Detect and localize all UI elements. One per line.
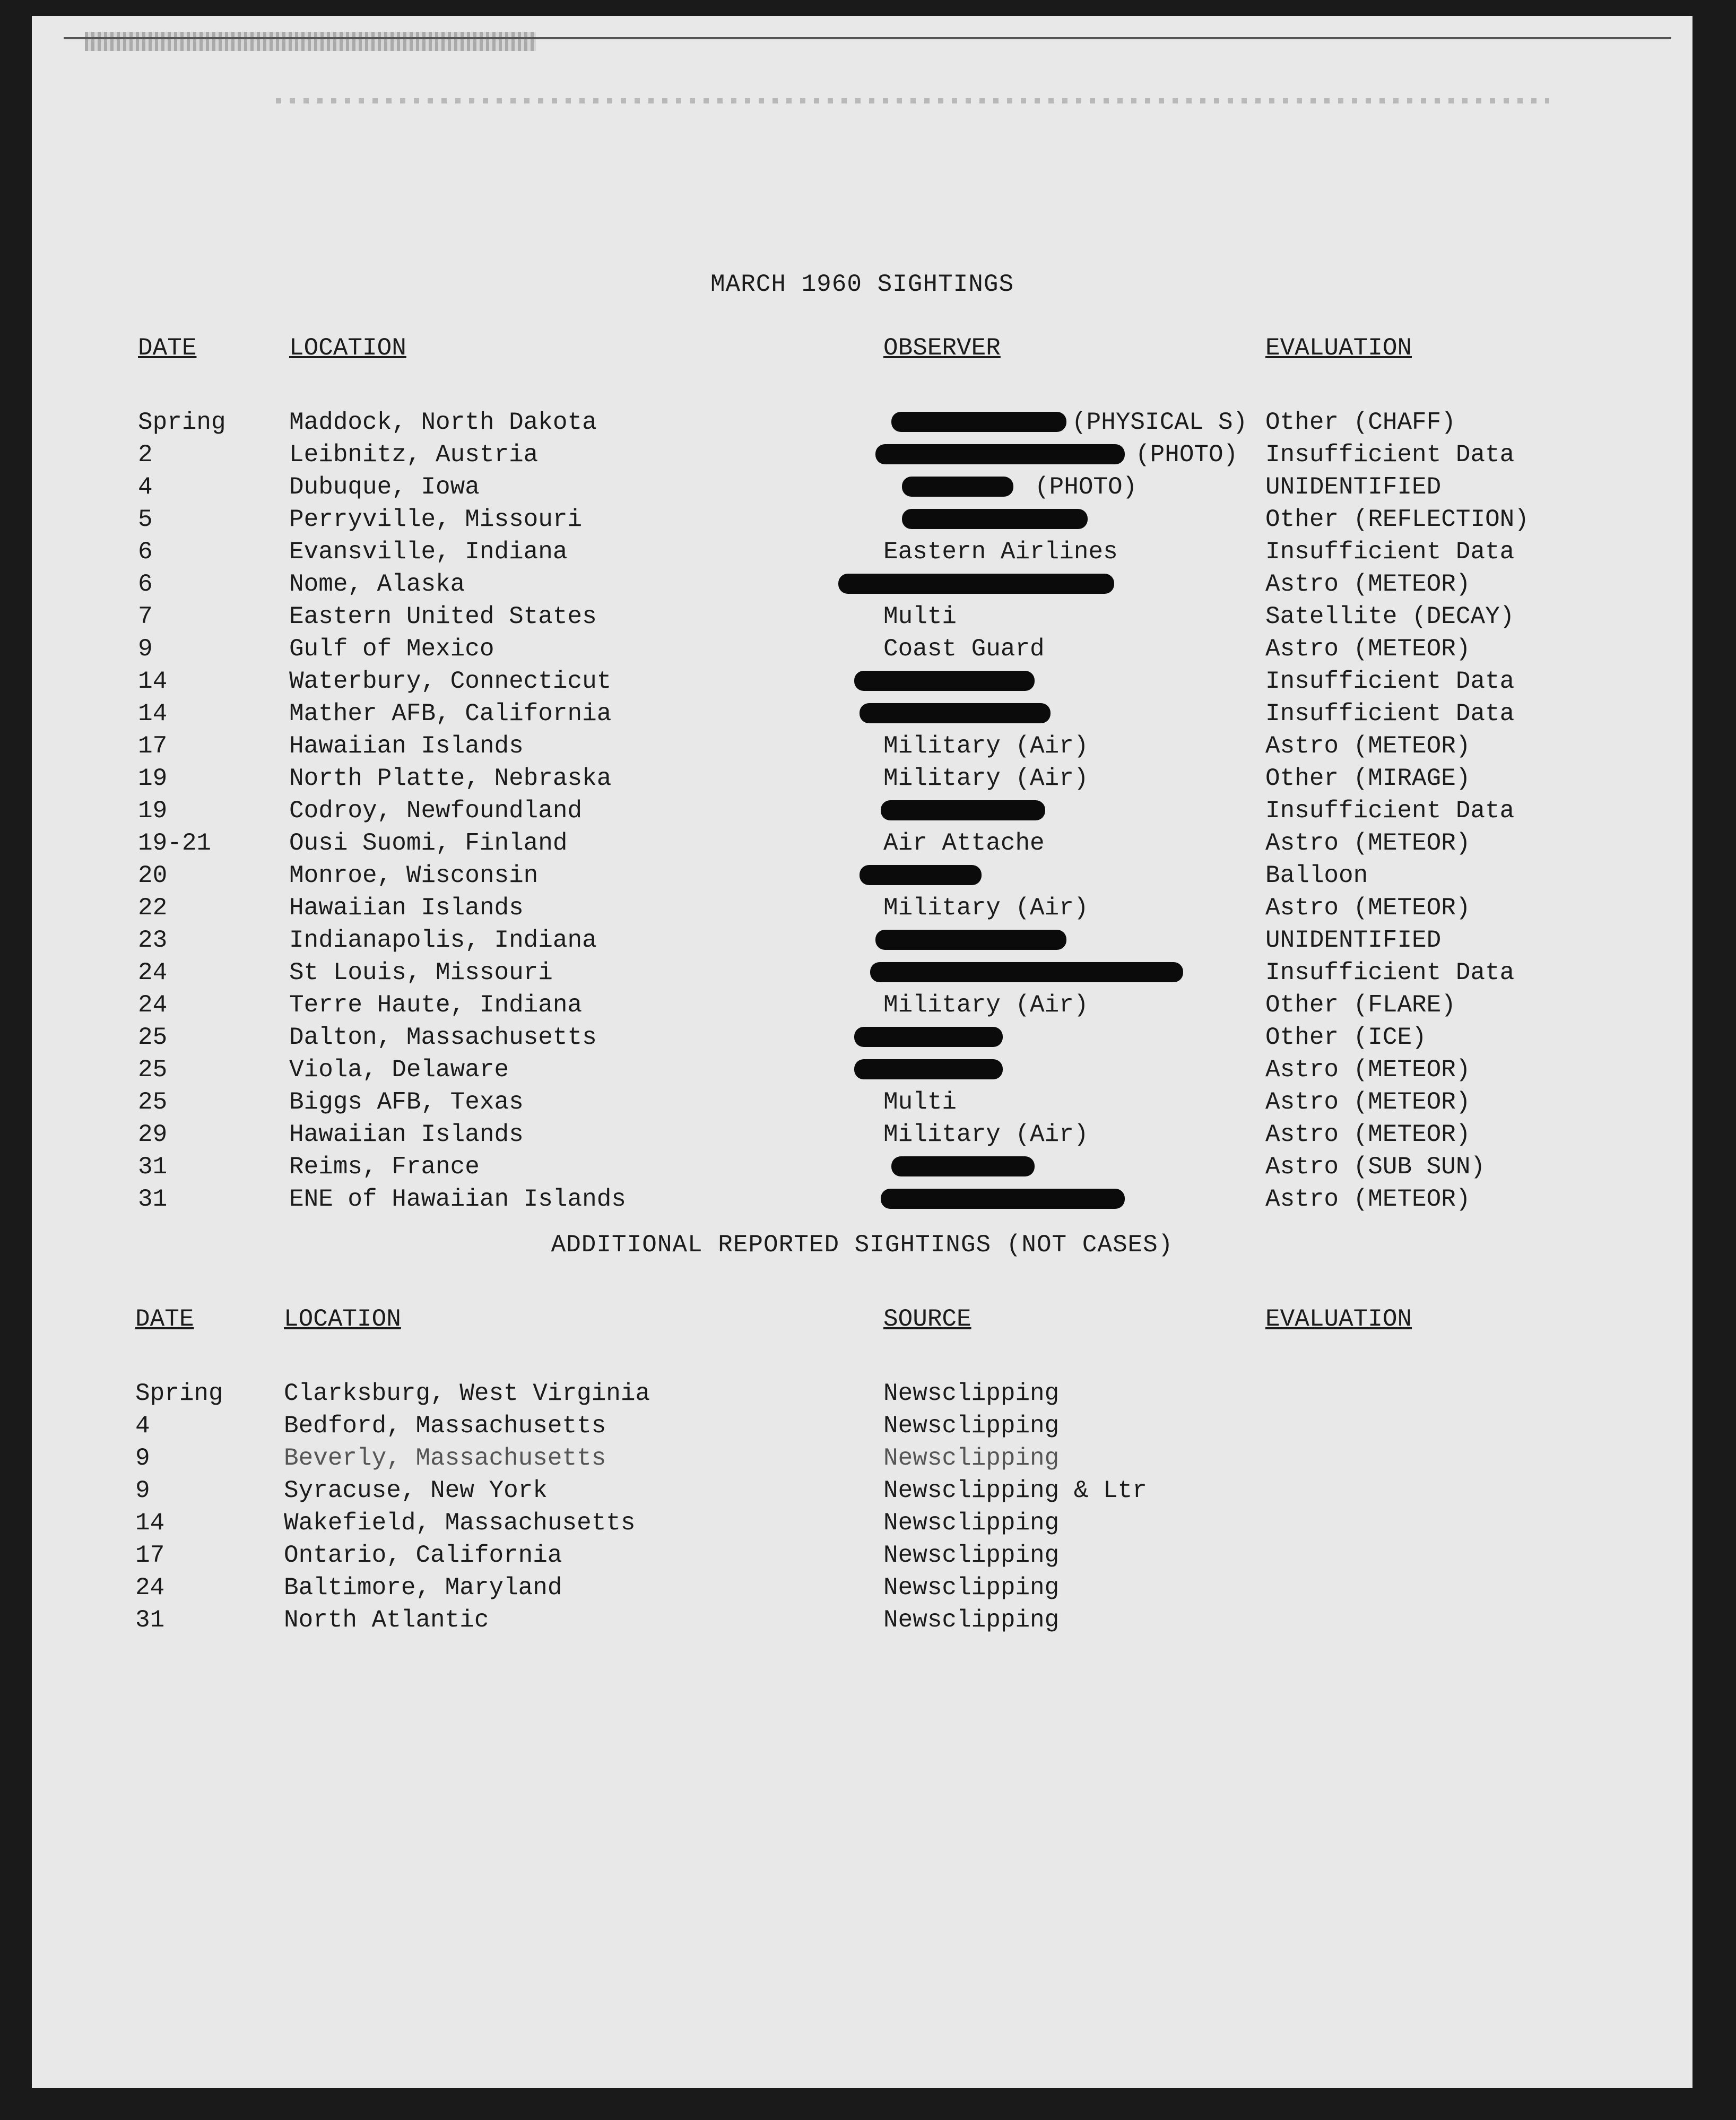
row-date: 9 — [135, 1444, 150, 1472]
header2-date: DATE — [135, 1305, 194, 1333]
page-top-edge — [64, 37, 1671, 47]
row-location: North Platte, Nebraska — [289, 765, 612, 792]
row-evaluation: Other (MIRAGE) — [1265, 765, 1471, 792]
row-observer: Air Attache — [883, 829, 1045, 857]
row-evaluation: Balloon — [1265, 862, 1368, 889]
row-location: North Atlantic — [284, 1606, 489, 1634]
row-source: Newsclipping & Ltr — [883, 1477, 1147, 1504]
row-location: Baltimore, Maryland — [284, 1574, 562, 1602]
redaction-mark — [854, 1027, 1003, 1047]
table-row — [32, 862, 1692, 894]
row-observer: Multi — [883, 1088, 957, 1116]
row-location: Viola, Delaware — [289, 1056, 509, 1084]
row-evaluation: Astro (SUB SUN) — [1265, 1153, 1486, 1181]
row-evaluation: Astro (METEOR) — [1265, 1121, 1471, 1148]
table-row — [32, 1380, 1692, 1412]
redaction-mark — [891, 1156, 1035, 1176]
row-location: Dalton, Massachusetts — [289, 1024, 597, 1051]
row-date: Spring — [135, 1380, 223, 1407]
row-date: 22 — [138, 894, 168, 922]
row-evaluation: Astro (METEOR) — [1265, 1186, 1471, 1213]
row-location: Gulf of Mexico — [289, 635, 494, 663]
row-location: Bedford, Massachusetts — [284, 1412, 606, 1440]
row-location: Maddock, North Dakota — [289, 409, 597, 436]
redaction-mark — [875, 930, 1066, 950]
row-observer: Military (Air) — [883, 765, 1089, 792]
table-row — [32, 927, 1692, 958]
row-observer: Multi — [883, 603, 957, 630]
table-row — [32, 1186, 1692, 1217]
table-row — [32, 894, 1692, 926]
row-location: Ontario, California — [284, 1542, 562, 1569]
row-date: 25 — [138, 1056, 168, 1084]
table-row — [32, 668, 1692, 699]
row-location: ENE of Hawaiian Islands — [289, 1186, 626, 1213]
table-row — [32, 1574, 1692, 1606]
table-row — [32, 991, 1692, 1023]
row-location: Evansville, Indiana — [289, 538, 568, 566]
row-evaluation: Satellite (DECAY) — [1265, 603, 1515, 630]
row-evaluation: Astro (METEOR) — [1265, 1056, 1471, 1084]
row-evaluation: Other (REFLECTION) — [1265, 506, 1529, 533]
row-evaluation: Insufficient Data — [1265, 797, 1515, 825]
row-location: St Louis, Missouri — [289, 959, 553, 987]
row-date: 24 — [138, 991, 168, 1019]
row-evaluation: Other (CHAFF) — [1265, 409, 1456, 436]
table-row — [32, 1477, 1692, 1509]
row-location: Codroy, Newfoundland — [289, 797, 583, 825]
row-date: 14 — [138, 700, 168, 728]
row-date: 4 — [138, 473, 153, 501]
table-row — [32, 1412, 1692, 1444]
row-date: 31 — [138, 1153, 168, 1181]
row-evaluation: Astro (METEOR) — [1265, 1088, 1471, 1116]
row-source: Newsclipping — [883, 1509, 1060, 1537]
row-observer: Eastern Airlines — [883, 538, 1118, 566]
row-evaluation: Astro (METEOR) — [1265, 635, 1471, 663]
row-location: Terre Haute, Indiana — [289, 991, 583, 1019]
row-location: Hawaiian Islands — [289, 894, 524, 922]
redaction-mark — [860, 703, 1051, 723]
row-source: Newsclipping — [883, 1380, 1060, 1407]
row-location: Mather AFB, California — [289, 700, 612, 728]
document-page — [32, 16, 1692, 2088]
redaction-mark — [875, 444, 1125, 464]
table-row — [32, 1153, 1692, 1185]
row-observer: Military (Air) — [883, 894, 1089, 922]
row-evaluation: Insufficient Data — [1265, 700, 1515, 728]
header-location: LOCATION — [289, 334, 406, 362]
row-location: Wakefield, Massachusetts — [284, 1509, 636, 1537]
row-evaluation: Insufficient Data — [1265, 668, 1515, 695]
redaction-mark — [881, 1189, 1125, 1209]
header2-source: SOURCE — [883, 1305, 971, 1333]
row-location: Eastern United States — [289, 603, 597, 630]
row-evaluation: Insufficient Data — [1265, 441, 1515, 469]
row-location: Beverly, Massachusetts — [284, 1444, 606, 1472]
table-row — [32, 1444, 1692, 1476]
row-date: 31 — [138, 1186, 168, 1213]
row-location: Biggs AFB, Texas — [289, 1088, 524, 1116]
table-row — [32, 959, 1692, 991]
table-row — [32, 538, 1692, 570]
row-evaluation: Other (ICE) — [1265, 1024, 1427, 1051]
redaction-mark — [870, 962, 1183, 982]
table-row — [32, 506, 1692, 538]
redaction-mark — [854, 671, 1035, 691]
table-row — [32, 765, 1692, 797]
row-date: 6 — [138, 570, 153, 598]
table-row — [32, 797, 1692, 829]
redaction-mark — [891, 412, 1066, 432]
row-source: Newsclipping — [883, 1412, 1060, 1440]
row-evaluation: UNIDENTIFIED — [1265, 927, 1442, 954]
row-date: 31 — [135, 1606, 165, 1634]
table-row — [32, 1509, 1692, 1541]
table-row — [32, 1542, 1692, 1573]
row-date: 25 — [138, 1024, 168, 1051]
header-evaluation: EVALUATION — [1265, 334, 1412, 362]
row-location: Leibnitz, Austria — [289, 441, 539, 469]
row-location: Monroe, Wisconsin — [289, 862, 539, 889]
row-observer: (PHOTO) — [1135, 441, 1238, 469]
row-date: 24 — [138, 959, 168, 987]
row-date: 20 — [138, 862, 168, 889]
row-date: Spring — [138, 409, 226, 436]
table-row — [32, 700, 1692, 732]
header2-location: LOCATION — [284, 1305, 401, 1333]
row-observer: (PHOTO) — [1035, 473, 1138, 501]
row-date: 14 — [135, 1509, 165, 1537]
row-date: 9 — [135, 1477, 150, 1504]
row-location: Reims, France — [289, 1153, 480, 1181]
row-observer: Coast Guard — [883, 635, 1045, 663]
row-source: Newsclipping — [883, 1444, 1060, 1472]
row-location: Ousi Suomi, Finland — [289, 829, 568, 857]
table-row — [32, 829, 1692, 861]
row-location: Nome, Alaska — [289, 570, 465, 598]
row-evaluation: Astro (METEOR) — [1265, 570, 1471, 598]
table-row — [32, 409, 1692, 440]
table-row — [32, 473, 1692, 505]
row-date: 17 — [135, 1542, 165, 1569]
additional-title: ADDITIONAL REPORTED SIGHTINGS (NOT CASES) — [551, 1231, 1174, 1259]
faint-bleed-through — [276, 98, 1549, 103]
row-source: Newsclipping — [883, 1606, 1060, 1634]
row-date: 23 — [138, 927, 168, 954]
row-source: Newsclipping — [883, 1574, 1060, 1602]
row-evaluation: UNIDENTIFIED — [1265, 473, 1442, 501]
row-date: 14 — [138, 668, 168, 695]
row-date: 19 — [138, 765, 168, 792]
row-location: Hawaiian Islands — [289, 732, 524, 760]
table-row — [32, 1121, 1692, 1153]
table-row — [32, 441, 1692, 473]
row-location: Waterbury, Connecticut — [289, 668, 612, 695]
row-evaluation: Other (FLARE) — [1265, 991, 1456, 1019]
row-date: 7 — [138, 603, 153, 630]
table-row — [32, 1056, 1692, 1088]
row-date: 29 — [138, 1121, 168, 1148]
redaction-mark — [838, 574, 1114, 594]
header2-evaluation: EVALUATION — [1265, 1305, 1412, 1333]
row-date: 25 — [138, 1088, 168, 1116]
row-location: Syracuse, New York — [284, 1477, 548, 1504]
header-date: DATE — [138, 334, 197, 362]
page-title: MARCH 1960 SIGHTINGS — [710, 271, 1014, 298]
row-evaluation: Astro (METEOR) — [1265, 829, 1471, 857]
table-row — [32, 1024, 1692, 1055]
row-date: 19-21 — [138, 829, 212, 857]
redaction-mark — [881, 800, 1045, 820]
table-row — [32, 1088, 1692, 1120]
row-observer: Military (Air) — [883, 991, 1089, 1019]
row-location: Perryville, Missouri — [289, 506, 583, 533]
row-location: Clarksburg, West Virginia — [284, 1380, 650, 1407]
redaction-mark — [854, 1059, 1003, 1079]
row-date: 19 — [138, 797, 168, 825]
table-row — [32, 732, 1692, 764]
row-evaluation: Astro (METEOR) — [1265, 732, 1471, 760]
row-date: 6 — [138, 538, 153, 566]
row-observer: Military (Air) — [883, 732, 1089, 760]
row-evaluation: Astro (METEOR) — [1265, 894, 1471, 922]
row-evaluation: Insufficient Data — [1265, 959, 1515, 987]
row-date: 9 — [138, 635, 153, 663]
table-row — [32, 603, 1692, 635]
row-evaluation: Insufficient Data — [1265, 538, 1515, 566]
row-observer: (PHYSICAL S) — [1072, 409, 1248, 436]
redaction-mark — [902, 509, 1088, 529]
table-row — [32, 1606, 1692, 1638]
row-location: Hawaiian Islands — [289, 1121, 524, 1148]
row-date: 24 — [135, 1574, 165, 1602]
redaction-mark — [860, 865, 982, 885]
row-date: 17 — [138, 732, 168, 760]
table-row — [32, 570, 1692, 602]
row-date: 5 — [138, 506, 153, 533]
row-date: 2 — [138, 441, 153, 469]
row-source: Newsclipping — [883, 1542, 1060, 1569]
row-location: Dubuque, Iowa — [289, 473, 480, 501]
row-observer: Military (Air) — [883, 1121, 1089, 1148]
redaction-mark — [902, 477, 1013, 497]
row-date: 4 — [135, 1412, 150, 1440]
table-row — [32, 635, 1692, 667]
header-observer: OBSERVER — [883, 334, 1001, 362]
row-location: Indianapolis, Indiana — [289, 927, 597, 954]
